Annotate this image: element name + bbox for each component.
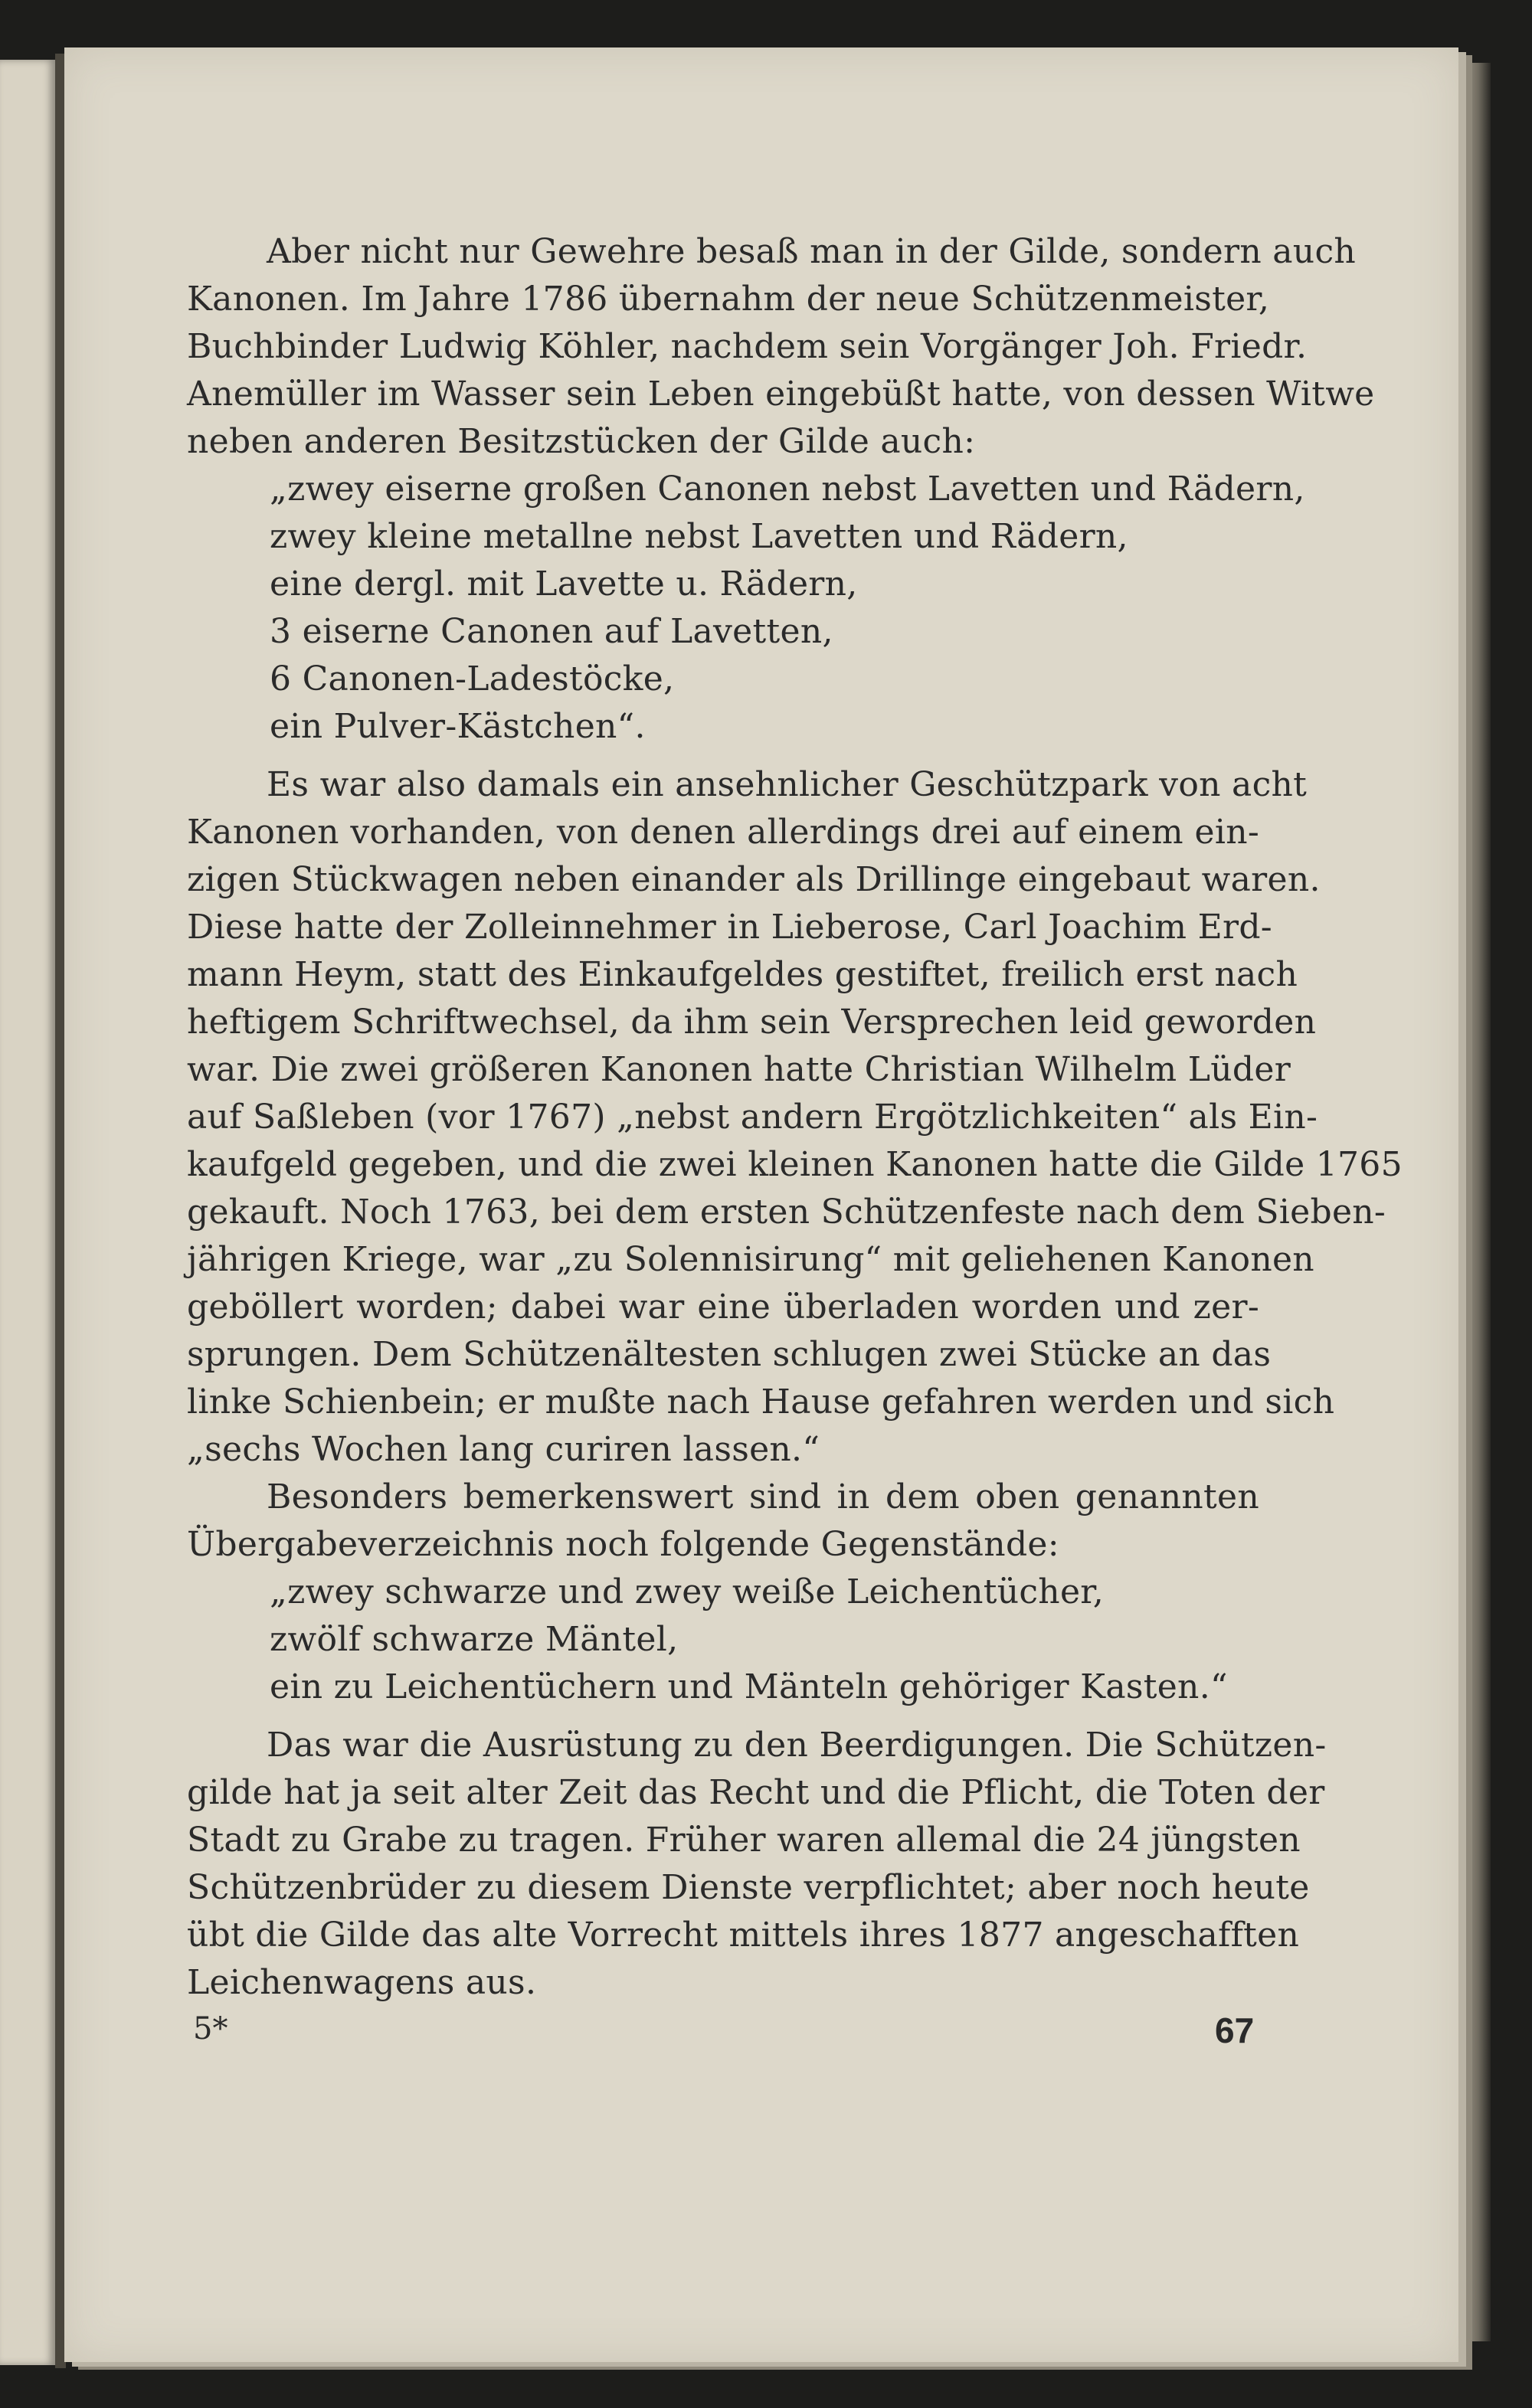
page-text (187, 228, 1403, 2007)
quote-line: zwey kleine metallne nebst Lavetten und Rädern, (270, 517, 1128, 556)
quote-line: 6 Canonen-Ladestöcke, (270, 659, 675, 699)
text-line: mann Heym, statt des Einkaufgeldes gestiftet, freilich erst nach (187, 955, 1298, 994)
quote-line: ein zu Leichentüchern und Mänteln gehöriger Kasten.“ (270, 1667, 1228, 1706)
quote-line: zwölf schwarze Mäntel, (270, 1620, 679, 1659)
text-line: Aber nicht nur Gewehre besaß man in der Gilde, sondern auch (267, 232, 1357, 271)
text-line: Kanonen. Im Jahre 1786 übernahm der neue Schützenmeister, (187, 280, 1270, 319)
text-line: sprungen. Dem Schützenältesten schlugen zwei Stücke an das (187, 1335, 1272, 1374)
quote-line: 3 eiserne Canonen auf Lavetten, (270, 612, 833, 651)
text-line: zigen Stückwagen neben einander als Drillinge eingebaut waren. (187, 860, 1321, 899)
text-line: heftigem Schriftwechsel, da ihm sein Versprechen leid geworden (187, 1003, 1317, 1042)
quote-line: eine dergl. mit Lavette u. Rädern, (270, 564, 858, 604)
paragraph-1 (187, 228, 1375, 466)
text-line: neben anderen Besitzstücken der Gilde auch: (187, 422, 976, 461)
quote-inventory-funeral (187, 1569, 1259, 1711)
text-line: gekauft. Noch 1763, bei dem ersten Schützenfeste nach dem Sieben- (187, 1193, 1386, 1232)
text-line: Das war die Ausrüstung zu den Beerdigungen. Die Schützen- (267, 1726, 1327, 1765)
text-line: kaufgeld gegeben, und die zwei kleinen Kanonen hatte die Gilde 1765 (187, 1145, 1403, 1184)
paragraph-3 (187, 1474, 1259, 1569)
quote-line: „zwey eiserne großen Canonen nebst Lavetten und Rädern, (270, 469, 1305, 509)
text-line: „sechs Wochen lang curiren lassen.“ (187, 1430, 820, 1469)
text-line: Besonders bemerkenswert sind in dem oben genannten (267, 1477, 1259, 1516)
text-line: auf Saßleben (vor 1767) „nebst andern Ergötzlichkeiten“ als Ein- (187, 1098, 1318, 1137)
text-line: Kanonen vorhanden, von denen allerdings drei auf einem ein- (187, 813, 1259, 852)
paragraph-4 (187, 1722, 1327, 2007)
signature-mark: 5* (193, 2011, 228, 2046)
text-line: übt die Gilde das alte Vorrecht mittels ihres 1877 angeschafften (187, 1916, 1300, 1955)
text-line: Buchbinder Ludwig Köhler, nachdem sein Vorgänger Joh. Friedr. (187, 327, 1308, 366)
page-stack-edge (1460, 63, 1491, 2341)
text-line: Diese hatte der Zolleinnehmer in Lieberose, Carl Joachim Erd- (187, 908, 1272, 947)
text-line: Anemüller im Wasser sein Leben eingebüßt hatte, von dessen Witwe (187, 375, 1375, 414)
text-line: gilde hat ja seit alter Zeit das Recht und die Pflicht, die Toten der (187, 1773, 1325, 1812)
left-page-edge (0, 60, 55, 2365)
text-line: Leichenwagens aus. (187, 1963, 537, 2002)
text-line: Es war also damals ein ansehnlicher Geschützpark von acht (267, 765, 1308, 804)
text-line: war. Die zwei größeren Kanonen hatte Christian Wilhelm Lüder (187, 1050, 1291, 1089)
text-line: jährigen Kriege, war „zu Solennisirung“ mit geliehenen Kanonen (187, 1240, 1314, 1279)
text-line: Stadt zu Grabe zu tragen. Früher waren allemal die 24 jüngsten (187, 1821, 1301, 1860)
quote-line: „zwey schwarze und zwey weiße Leichentücher, (270, 1572, 1105, 1611)
text-line: Übergabeverzeichnis noch folgende Gegenstände: (187, 1525, 1059, 1564)
quote-line: ein Pulver-Kästchen“. (270, 707, 646, 746)
paragraph-2 (187, 761, 1403, 1474)
page-number: 67 (1215, 2010, 1255, 2050)
text-line: geböllert worden; dabei war eine überladen worden und zer- (187, 1287, 1259, 1327)
text-line: Schützenbrüder zu diesem Dienste verpflichtet; aber noch heute (187, 1868, 1310, 1907)
quote-inventory-cannons (187, 466, 1305, 751)
text-line: linke Schienbein; er mußte nach Hause gefahren werden und sich (187, 1382, 1335, 1422)
